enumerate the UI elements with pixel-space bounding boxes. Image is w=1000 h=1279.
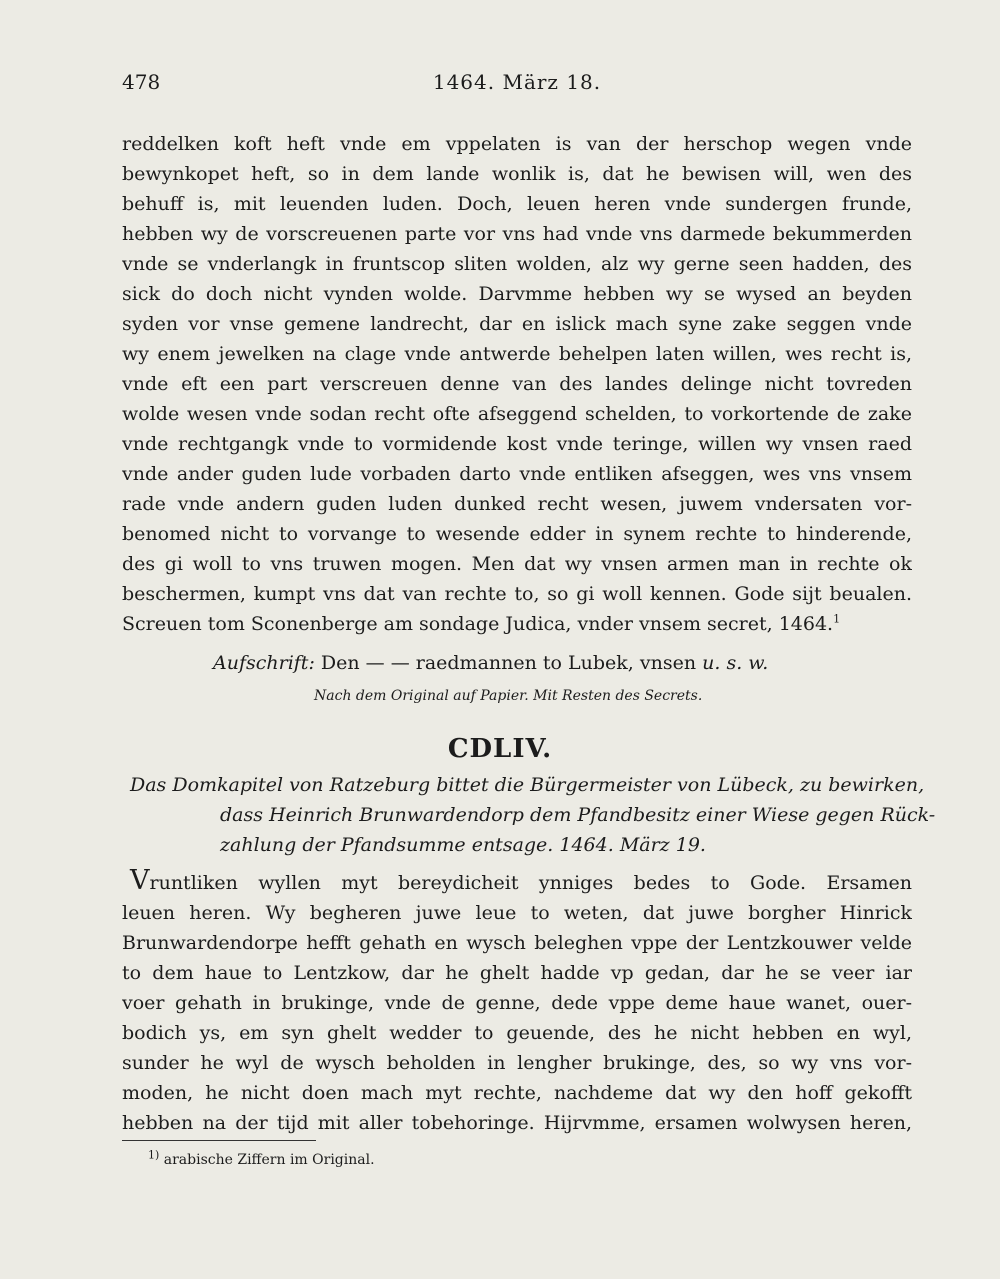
document-summary xyxy=(130,770,936,860)
text-line: benomed nicht to vorvange to wesende edder in synem rechte to hinderende, xyxy=(122,523,912,545)
summary-line: zahlung der Pfandsumme entsage. 1464. März 19. xyxy=(220,834,706,856)
summary-line: Das Domkapitel von Ratzeburg bittet die Bürgermeister von Lübeck, zu bewirken, xyxy=(130,774,925,796)
address-text: Den — — raedmannen to Lubek, vnsen xyxy=(320,652,697,674)
footnote-reference: 1 xyxy=(833,612,841,626)
page-number: 478 xyxy=(122,70,161,94)
footnote-marker: 1) xyxy=(148,1148,160,1162)
initial-letter: V xyxy=(130,868,150,896)
summary-line: dass Heinrich Brunwardendorp dem Pfandbesitz einer Wiese gegen Rück- xyxy=(220,804,936,826)
text-line: moden, he nicht doen mach myt rechte, nachdeme dat wy den hoff gekofft xyxy=(122,1082,912,1104)
text-line: wy enem jewelken na clage vnde antwerde behelpen laten willen, wes recht is, xyxy=(122,343,912,365)
text-line: vnde rechtgangk vnde to vormidende kost vnde teringe, willen wy vnsen raed xyxy=(122,433,912,455)
running-head xyxy=(122,70,912,100)
text-line: behuff is, mit leuenden luden. Doch, leuen heren vnde sundergen frunde, xyxy=(122,193,912,215)
text-line: leuen heren. Wy begheren juwe leue to weten, dat juwe borgher Hinrick xyxy=(122,902,912,924)
previous-letter-text xyxy=(122,129,912,639)
text-line: voer gehath in brukinge, vnde de genne, dede vppe deme haue wanet, ouer- xyxy=(122,992,912,1014)
text-line: des gi woll to vns truwen mogen. Men dat wy vnsen armen man in rechte ok xyxy=(122,553,912,575)
footnote xyxy=(148,1150,375,1170)
text-line: sick do doch nicht vynden wolde. Darvmme hebben wy se wysed an beyden xyxy=(122,283,912,305)
address-label: Aufschrift: xyxy=(213,652,315,674)
text-line: hebben wy de vorscreuenen parte vor vns had vnde vns darmede bekummerden xyxy=(122,223,912,245)
letter-body xyxy=(122,868,912,1138)
text-line-first xyxy=(122,868,912,898)
source-note: Nach dem Original auf Papier. Mit Resten des Secrets. xyxy=(314,688,703,704)
text-line: syden vor vnse gemene landrecht, dar en islick mach syne zake seggen vnde xyxy=(122,313,912,335)
text-line: to dem haue to Lentzkow, dar he ghelt hadde vp gedan, dar he se veer iar xyxy=(122,962,912,984)
text-line: beschermen, kumpt vns dat van rechte to, so gi woll kennen. Gode sijt beualen. xyxy=(122,583,912,605)
address-line xyxy=(213,648,768,678)
text-line: Brunwardendorpe hefft gehath en wysch beleghen vppe der Lentzkouwer velde xyxy=(122,932,912,954)
text-line: sunder he wyl de wysch beholden in lengher brukinge, des, so wy vns vor- xyxy=(122,1052,912,1074)
text-line-dated xyxy=(122,609,912,639)
dating-text: Screuen tom Sconenberge am sondage Judica, vnder vnsem secret, 1464. xyxy=(122,613,834,635)
footnote-text: arabische Ziffern im Original. xyxy=(163,1152,375,1168)
text-line: hebben na der tijd mit aller tobehoringe. Hijrvmme, ersamen wolwysen heren, xyxy=(122,1112,912,1134)
text-line: bodich ys, em syn ghelt wedder to geuende, des he nicht hebben en wyl, xyxy=(122,1022,912,1044)
text-line: wolde wesen vnde sodan recht ofte afseggend schelden, to vorkortende de zake xyxy=(122,403,912,425)
text-line: bewynkopet heft, so in dem lande wonlik is, dat he bewisen will, wen des xyxy=(122,163,912,185)
first-line-text: runtliken wyllen myt bereydicheit ynniges bedes to Gode. Ersamen xyxy=(149,872,912,894)
document-number: CDLIV. xyxy=(447,734,553,764)
running-title: 1464. März 18. xyxy=(432,70,602,94)
text-line: rade vnde andern guden luden dunked recht wesen, juwem vndersaten vor- xyxy=(122,493,912,515)
text-line: reddelken koft heft vnde em vppelaten is van der herschop wegen vnde xyxy=(122,133,912,155)
text-line: vnde ander guden lude vorbaden darto vnde entliken afseggen, wes vns vnsem xyxy=(122,463,912,485)
footnote-divider xyxy=(122,1140,316,1141)
address-abbreviation: u. s. w. xyxy=(702,652,769,674)
text-line: vnde eft een part verscreuen denne van des landes delinge nicht tovreden xyxy=(122,373,912,395)
text-line: vnde se vnderlangk in fruntscop sliten wolden, alz wy gerne seen hadden, des xyxy=(122,253,912,275)
